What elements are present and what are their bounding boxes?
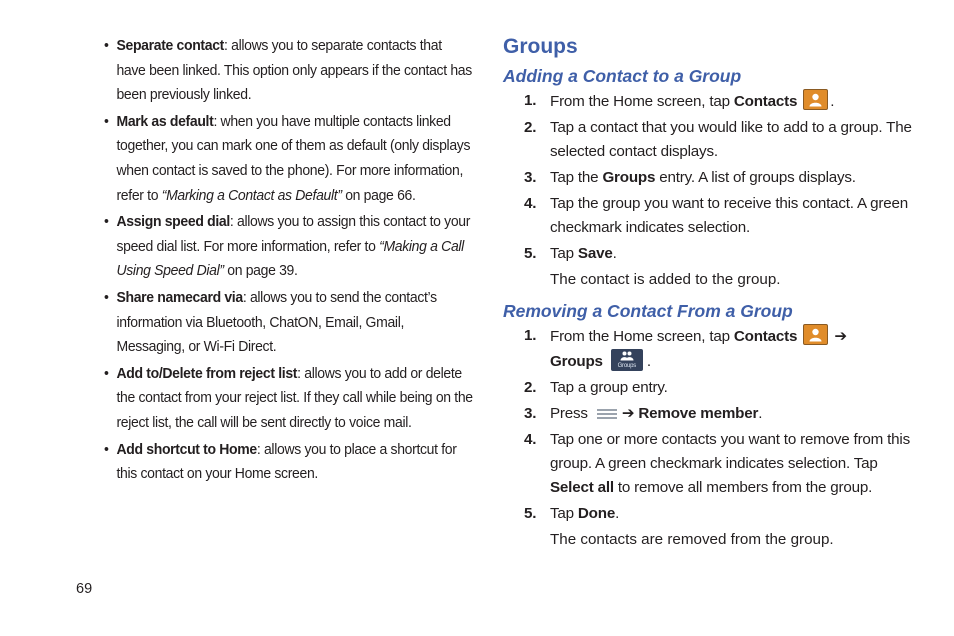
groups-icon-label: Groups (617, 363, 637, 369)
removing-result-note: The contacts are removed from the group. (550, 531, 834, 548)
step-text: Tap a group entry. (550, 379, 668, 396)
adding-result-note: The contact is added to the group. (550, 271, 781, 288)
adding-step (503, 166, 923, 190)
step-text: Tap (550, 245, 578, 262)
bullet-separate-contact: • Separate contact: allows you to separate contacts that have been linked. This option only appears if the contact has been previously linked. (104, 38, 472, 104)
page-number: 69 (76, 581, 93, 597)
removing-step (503, 402, 923, 426)
step-number: 2. (524, 119, 537, 136)
step-text: Tap the group you want to receive this contact. A green checkmark indicates selection. (550, 195, 908, 236)
section-title: Groups (503, 35, 578, 58)
step-text-end: . (758, 405, 763, 422)
removing-step (503, 502, 923, 526)
step-text: Press (550, 405, 592, 422)
removing-step (503, 428, 923, 500)
step-bold: Contacts (733, 328, 798, 345)
bullet-term: Share namecard via (116, 289, 243, 306)
subsection-heading-removing: Removing a Contact From a Group (503, 301, 793, 321)
bullet-text: : allows you to place a shortcut for this contact on your Home screen. (116, 441, 457, 483)
bullet-term: Add shortcut to Home (116, 441, 257, 458)
adding-step (503, 192, 923, 240)
bullet-text: : allows you to send the contact’s information via Bluetooth, ChatON, Email, Gmail, Messaging, or Wi-Fi Direct. (116, 289, 437, 356)
bullet-text-after: on page 66. (341, 187, 416, 204)
step-text: Tap the (550, 169, 603, 186)
bullet-text: : allows you to add or delete the contact from your reject list. If they call while being on the reject list, the call will be sent directly to voice mail. (116, 365, 473, 431)
bullet-text: : when you have multiple contacts linked together, you can mark one of them as default (only displays when contact is saved to the phone). For more information, refer to (116, 113, 471, 204)
removing-step (503, 324, 923, 374)
bullet-term: Add to/Delete from reject list (116, 365, 298, 382)
arrow-symbol: ➔ (830, 328, 847, 345)
bullet-term: Mark as default (116, 113, 214, 130)
bullet-share-namecard: • Share namecard via: allows you to send the contact’s information via Bluetooth, ChatON, Email, Gmail, Messaging, or Wi-Fi Direct. (104, 289, 437, 356)
bullet-term: Assign speed dial (116, 214, 230, 231)
arrow-symbol: ➔ (621, 405, 639, 422)
step-text: From the Home screen, tap (550, 328, 734, 345)
step-text-end: entry. A list of groups displays. (655, 169, 856, 186)
step-number: 1. (524, 92, 537, 109)
step-number: 4. (524, 195, 537, 212)
bullet-term: Separate contact (116, 38, 225, 54)
adding-step (503, 242, 923, 266)
left-column (104, 34, 473, 489)
step-bold: Select all (550, 479, 614, 496)
contacts-app-icon (803, 89, 828, 110)
step-text-end: . (646, 353, 651, 370)
bullet-reject-list: • Add to/Delete from reject list: allows you to add or delete the contact from your reject list. If they call while being on the reject list, the call will be sent directly to voice mail. (104, 365, 473, 431)
bullet-text-after: on page 39. (223, 263, 298, 280)
groups-tab-icon (611, 349, 643, 371)
step-text-end: . (615, 505, 620, 522)
step-text-end: to remove all members from the group. (613, 479, 873, 496)
step-text: Tap (550, 505, 578, 522)
step-bold: Done (577, 505, 616, 522)
bullet-text: : allows you to separate contacts that have been linked. This option only appears if the contact has been previously linked. (116, 38, 472, 104)
step-number: 2. (524, 379, 537, 396)
step-bold: Groups (550, 353, 603, 370)
step-number: 5. (524, 505, 537, 522)
step-text-end: . (612, 245, 617, 262)
step-bold: Groups (602, 169, 656, 186)
contacts-app-icon (803, 324, 828, 345)
step-number: 3. (524, 405, 537, 422)
step-bold: Contacts (733, 93, 798, 110)
menu-key-icon (595, 406, 619, 420)
right-column (503, 34, 923, 552)
step-number: 5. (524, 245, 537, 262)
bullet-text: : allows you to assign this contact to your speed dial list. For more information, refer to (116, 214, 471, 255)
cross-reference-link[interactable]: “Making a Call Using Speed Dial” (116, 238, 464, 280)
bullet-add-shortcut: • Add shortcut to Home: allows you to place a shortcut for this contact on your Home screen. (104, 441, 457, 483)
step-number: 1. (524, 327, 537, 344)
step-bold: Remove member (638, 405, 759, 422)
cross-reference-link[interactable]: “Marking a Contact as Default” (161, 187, 342, 204)
bullet-mark-as-default: • Mark as default: when you have multiple contacts linked together, you can mark one of them as default (only displays when contact is saved to the phone). For more information, refer to “Marking a Contact as Default” on page 66. (104, 113, 471, 204)
step-text-end: . (830, 93, 835, 110)
step-bold: Save (577, 245, 613, 262)
adding-step (503, 116, 923, 164)
bullet-assign-speed-dial: • Assign speed dial: allows you to assign this contact to your speed dial list. For more information, refer to “Making a Call Using Speed Dial” on page 39. (104, 214, 471, 280)
step-text: Tap a contact that you would like to add to a group. The selected contact displays. (550, 119, 912, 160)
subsection-heading-adding: Adding a Contact to a Group (503, 66, 742, 86)
removing-step (503, 376, 923, 400)
step-number: 4. (524, 431, 537, 448)
step-number: 3. (524, 169, 537, 186)
step-text: Tap one or more contacts you want to remove from this group. A green checkmark indicates selection. Tap (550, 431, 910, 472)
step-text: From the Home screen, tap (550, 93, 734, 110)
adding-step (503, 89, 923, 114)
